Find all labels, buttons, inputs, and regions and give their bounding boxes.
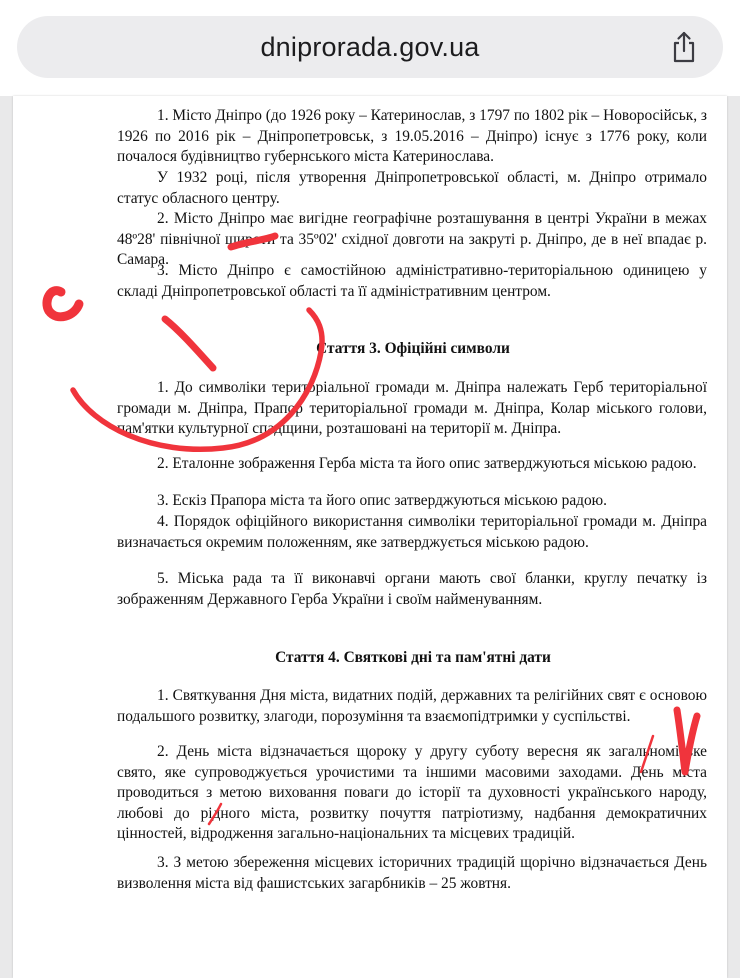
- article-3-paragraph-2: 2. Еталонне зображення Герба міста та його опис затверджуються міською радою.: [157, 455, 697, 472]
- article-3-paragraph-1: 1. До символіки територіальної громади м. Дніпра належать Герб територіальної громади м. Дніпра, Прапор територіальної громади м. Дніпра, Колар міського голови, пам'ятки культурної спадщини, розташовані на території м. Дніпра.: [117, 379, 707, 437]
- article-4-paragraph-1: 1. Святкування Дня міста, видатних подій, державних та релігійних свят є основою подальшого розвитку, злагоди, порозуміння та взаємопідтримки у суспільстві.: [117, 687, 707, 725]
- url-text[interactable]: dniprorada.gov.ua: [260, 32, 480, 62]
- share-button[interactable]: [667, 30, 701, 64]
- intro-paragraph-2: 2. Місто Дніпро має вигідне географічне розташування в центрі України в межах 48º28' північної широти та 35º02' східної довготи на закруті р. Дніпро, де в неї впадає р. Самара.: [117, 210, 707, 268]
- browser-toolbar: [0, 0, 740, 96]
- share-icon: [670, 31, 698, 63]
- pdf-viewer[interactable]: [0, 96, 740, 978]
- article-3-paragraph-4: 4. Порядок офіційного використання символіки територіальної громади м. Дніпра визначається окремим положенням, яке затверджується міською радою.: [117, 513, 707, 551]
- address-bar[interactable]: [17, 16, 723, 78]
- smiley-eye-left: [47, 291, 79, 317]
- document-page: [13, 96, 727, 978]
- intro-paragraph-1: 1. Місто Дніпро (до 1926 року – Катеринослав, з 1797 по 1802 рік – Новоросійськ, з 1926 по 2016 рік – Дніпропетровськ, з 19.05.2016 – Дніпро) існує з 1776 року, коли почалося будівництво губернського міста Катеринослава.: [117, 107, 707, 165]
- article-3-paragraph-3: 3. Ескіз Прапора міста та його опис затверджуються міською радою.: [157, 492, 608, 509]
- article-4-heading: Стаття 4. Святкові дні та пам'ятні дати: [275, 649, 551, 666]
- intro-paragraph-1b: У 1932 році, після утворення Дніпропетровської області, м. Дніпро отримало статус обласного центру.: [117, 169, 707, 207]
- article-3-heading: Стаття 3. Офіційні символи: [316, 340, 510, 357]
- article-4-paragraph-2: 2. День міста відзначається щороку у другу суботу вересня як загальноміське свято, яке супроводжується урочистими та іншими масовими заходами. День міста проводиться з метою виховання поваги до історії та духовності українського народу, любові до рідного міста, розвитку почуття патріотизму, надбання демократичних цінностей, відродження загально-національних та місцевих традицій.: [117, 743, 707, 842]
- intro-paragraph-3: 3. Місто Дніпро є самостійною адміністративно-територіальною одиницею у складі Дніпропетровської області та її адміністративним центром.: [117, 262, 707, 300]
- article-4-paragraph-3: 3. З метою збереження місцевих історичних традицій щорічно відзначається День визволення міста від фашистських загарбників – 25 жовтня.: [117, 854, 707, 892]
- article-3-paragraph-5: 5. Міська рада та її виконавчі органи мають свої бланки, круглу печатку із зображенням Державного Герба України і своїм найменуванням.: [117, 570, 707, 608]
